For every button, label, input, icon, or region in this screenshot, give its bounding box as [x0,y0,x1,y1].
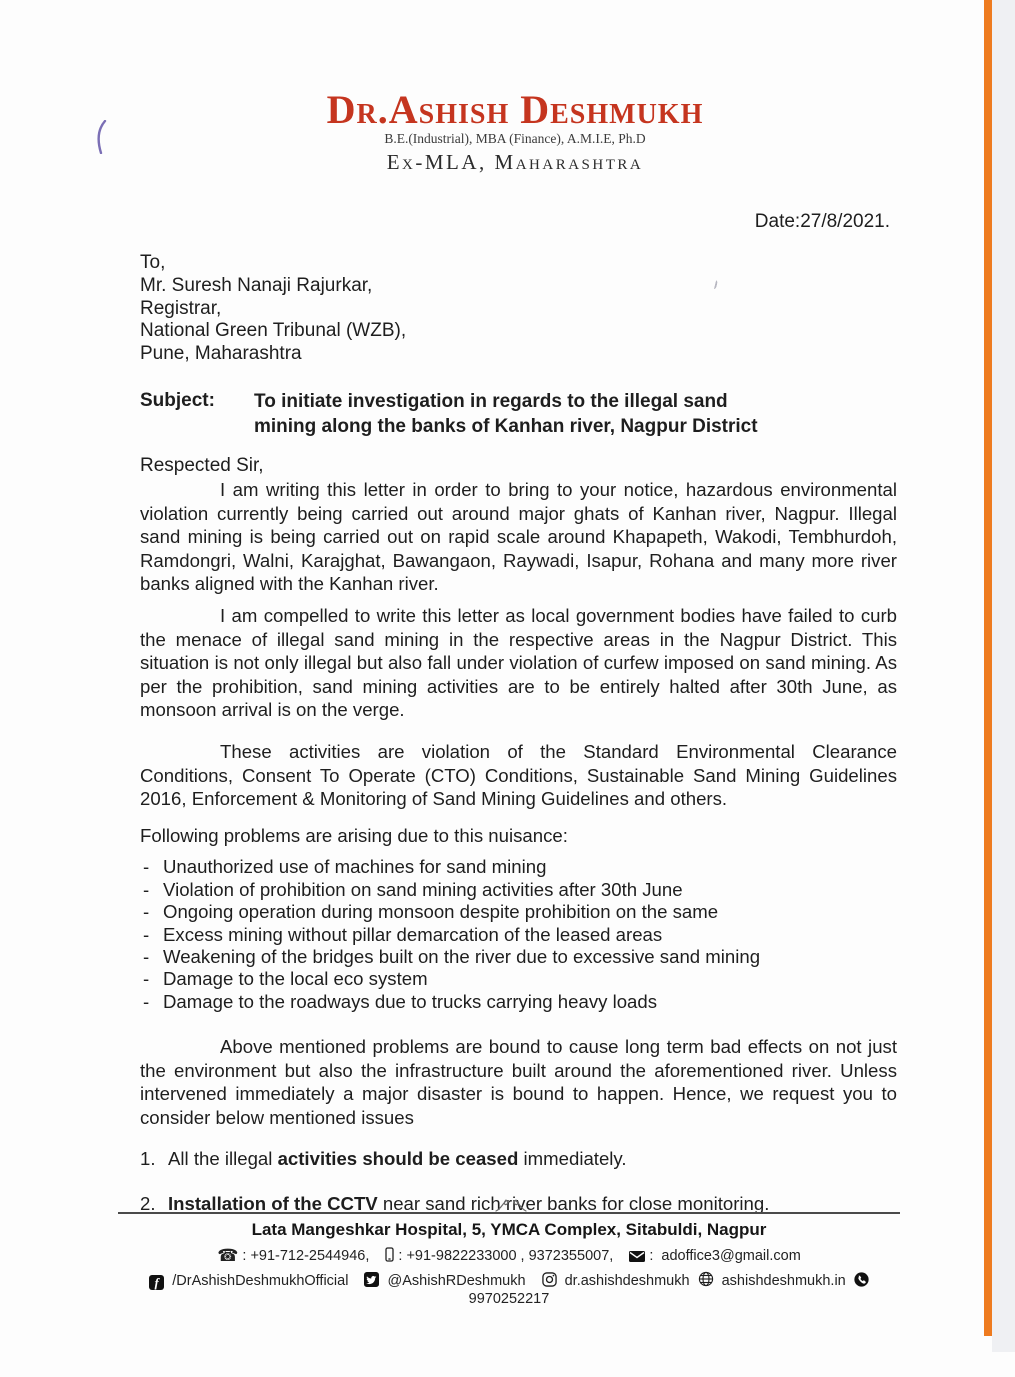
recipient-line: Mr. Suresh Nanaji Rajurkar, [140,274,373,296]
recipient-block [140,252,406,366]
problem-text: Damage to the local eco system [163,968,428,990]
letterhead-orange-border [984,0,992,1336]
recipient-line: Registrar, [140,297,222,319]
list-dash: - [143,901,150,923]
recipient-line: National Green Tribunal (WZB), [140,320,407,342]
subject-line-1: To initiate investigation in regards to the illegal sand [254,391,728,412]
salutation: Respected Sir, [140,455,264,476]
list-dash: - [143,945,150,967]
problem-item [140,856,897,878]
footer-social-line [118,1271,900,1307]
footer-phone2: 9970252217 [468,1291,550,1307]
request-text: near sand rich river banks for close monitoring. [377,1192,770,1214]
letterhead-header [130,87,900,175]
paragraph-4: Above mentioned problems are bound to cause long term bad effects on not just the environment but also the infrastructure built around the aforementioned river. Unless intervened immediately a major disaster is bound to happen. Hence, we request you to consider below mentioned issues [140,1036,897,1128]
footer-contacts-line [118,1246,900,1266]
problem-item [140,946,897,968]
footer-email: adoffice3@gmail.com [661,1248,801,1264]
footer-mobile: : +91-9822233000 , 9372355007, [398,1248,614,1264]
subject-block [140,390,897,439]
recipient-line: Pune, Maharashtra [140,343,302,365]
divider-ornament-icon [494,1196,528,1219]
request-number: 2. [140,1192,156,1214]
footer-email-sep: : [649,1248,654,1264]
request-text-bold: activities should be ceased [277,1147,519,1169]
letterhead-footer [118,1220,900,1307]
pen-mark [94,120,108,159]
recipient-line: To, [140,252,166,273]
problem-item [140,901,897,923]
problems-intro: Following problems are arising due to this nuisance: [140,824,568,846]
list-dash: - [143,923,150,945]
mobile-phone-icon [385,1247,394,1266]
footer-instagram-handle: dr.ashishdeshmukh [564,1273,690,1289]
letter-date: Date:27/8/2021. [754,211,890,232]
request-item [140,1147,897,1171]
problem-item [140,968,897,990]
request-text-bold: Installation of the CCTV [168,1192,378,1214]
scan-edge-shadow [992,0,1015,1352]
subject-text [254,390,758,439]
facebook-icon: f [149,1275,164,1290]
list-dash: - [143,968,150,990]
request-number: 1. [140,1147,156,1169]
footer-facebook-handle: /DrAshishDeshmukhOfficial [172,1273,349,1289]
subject-line-2: mining along the banks of Kanhan river, Nagpur District [254,415,758,437]
request-text: immediately. [518,1147,627,1169]
list-dash: - [143,990,150,1012]
letter-body [140,478,897,1216]
footer-website: ashishdeshmukh.in [721,1273,846,1289]
paragraph-3: These activities are violation of the Standard Environmental Clearance Conditions, Consent To Operate (CTO) Conditions, Sustainable Sand Mining Guidelines 2016, Enforcement & Monitoring of Sand Mining Guidelines and others. [140,740,897,810]
sender-name: Dr.Ashish Deshmukh [326,87,704,132]
telephone-icon: ☎ [217,1246,239,1265]
problem-text: Violation of prohibition on sand mining activities after 30th June [163,878,683,900]
problem-text: Weakening of the bridges built on the river due to excessive sand mining [163,945,761,967]
email-icon [629,1250,645,1266]
list-dash: - [143,856,150,878]
problem-text: Excess mining without pillar demarcation of the leased areas [163,923,663,945]
request-text: All the illegal [168,1147,278,1169]
paragraph-2: I am compelled to write this letter as local government bodies have failed to curb the menace of illegal sand mining in the respective areas in the Nagpur District. This situation is not only illegal but also fall under violation of curfew imposed on sand mining. As per the prohibition, sand mining activities are to be entirely halted after 30th June, as monsoon arrival is on the verge. [140,604,897,721]
paragraph-1: I am writing this letter in order to bring to your notice, hazardous environmental violation currently being carried out around major ghats of Kanhan river, Nagpur. Illegal sand mining is being carried out on rapid scale around Khapapeth, Wakodi, Tembhurdoh, Ramdongri, Walni, Karajghat, Bawangaon, Raywadi, Isapur, Rohana and many more river banks aligned with the Kanhan river. [140,479,897,595]
sender-role: Ex-MLA, Maharashtra [386,150,644,174]
list-dash: - [143,878,150,900]
problems-list [140,856,897,1013]
scan-speck [711,280,718,290]
problem-item [140,924,897,946]
problem-text: Damage to the roadways due to trucks carrying heavy loads [163,990,658,1012]
problem-text: Unauthorized use of machines for sand mining [163,856,547,878]
twitter-icon [364,1272,379,1291]
instagram-icon [542,1272,557,1291]
problem-text: Ongoing operation during monsoon despite prohibition on the same [163,901,719,923]
subject-label: Subject: [140,390,215,411]
footer-phone: : +91-712-2544946, [242,1248,370,1264]
problem-item [140,879,897,901]
footer-address: Lata Mangeshkar Hospital, 5, YMCA Complex, Sitabuldi, Nagpur [251,1220,767,1239]
footer-twitter-handle: @AshishRDeshmukh [387,1273,526,1289]
problem-item [140,991,897,1013]
sender-credentials: B.E.(Industrial), MBA (Finance), A.M.I.E, Ph.D [384,131,646,146]
phone-circle-icon [854,1272,869,1291]
website-globe-icon [698,1271,714,1291]
